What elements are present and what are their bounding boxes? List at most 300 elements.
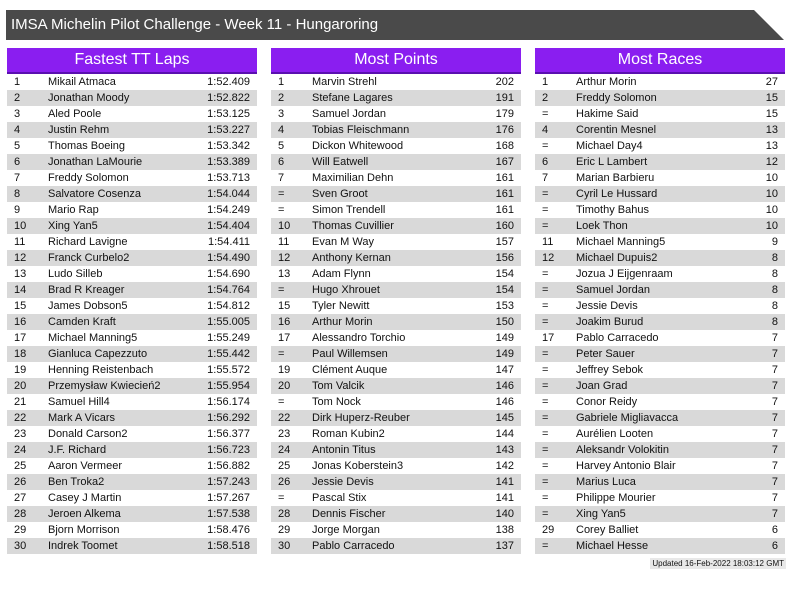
rank-cell: 1 — [14, 76, 21, 88]
table-row — [271, 506, 521, 522]
value-cell: 160 — [495, 220, 514, 232]
rank-cell: 9 — [14, 204, 21, 216]
table-row — [7, 362, 257, 378]
table-row — [535, 234, 785, 250]
value-cell: 7 — [771, 476, 778, 488]
rank-cell: = — [542, 396, 549, 408]
name-cell: Arthur Morin — [576, 76, 637, 88]
rank-cell: 16 — [14, 316, 27, 328]
value-cell: 7 — [771, 348, 778, 360]
value-cell: 146 — [495, 396, 514, 408]
table-row — [535, 394, 785, 410]
table-row — [7, 250, 257, 266]
value-cell: 27 — [765, 76, 778, 88]
rank-cell: = — [278, 284, 285, 296]
value-cell: 1:54.764 — [207, 284, 250, 296]
rank-cell: 11 — [14, 236, 26, 248]
value-cell: 168 — [495, 140, 514, 152]
rank-cell: 2 — [542, 92, 549, 104]
value-cell: 1:54.404 — [207, 220, 250, 232]
rank-cell: = — [542, 444, 549, 456]
rank-cell: = — [542, 284, 549, 296]
value-cell: 161 — [495, 204, 514, 216]
name-cell: Salvatore Cosenza — [48, 188, 141, 200]
name-cell: Casey J Martin — [48, 492, 122, 504]
table-row — [7, 378, 257, 394]
table-row — [535, 186, 785, 202]
rank-cell: 5 — [14, 140, 21, 152]
rank-cell: 15 — [14, 300, 27, 312]
value-cell: 12 — [765, 156, 778, 168]
table-row — [535, 490, 785, 506]
most-races-table — [535, 48, 785, 554]
value-cell: 1:52.409 — [207, 76, 250, 88]
table-row — [271, 522, 521, 538]
table-row — [535, 170, 785, 186]
name-cell: Pablo Carracedo — [312, 540, 395, 552]
value-cell: 1:53.713 — [207, 172, 250, 184]
name-cell: Hugo Xhrouet — [312, 284, 380, 296]
name-cell: Przemysław Kwiecień2 — [48, 380, 161, 392]
rank-cell: = — [542, 108, 549, 120]
table-row — [271, 410, 521, 426]
name-cell: Gianluca Capezzuto — [48, 348, 148, 360]
table-row — [7, 234, 257, 250]
value-cell: 202 — [495, 76, 514, 88]
name-cell: Arthur Morin — [312, 316, 373, 328]
table-row — [7, 442, 257, 458]
table-row — [7, 282, 257, 298]
rank-cell: 3 — [14, 108, 21, 120]
name-cell: Dennis Fischer — [312, 508, 386, 520]
rank-cell: 22 — [14, 412, 27, 424]
rank-cell: 29 — [14, 524, 27, 536]
table-row — [7, 458, 257, 474]
rank-cell: = — [542, 140, 549, 152]
rank-cell: 14 — [14, 284, 27, 296]
value-cell: 154 — [495, 268, 514, 280]
rank-cell: 28 — [278, 508, 291, 520]
name-cell: Will Eatwell — [312, 156, 369, 168]
rank-cell: = — [542, 508, 549, 520]
rank-cell: 8 — [14, 188, 21, 200]
name-cell: Gabriele Migliavacca — [576, 412, 679, 424]
table-row — [535, 298, 785, 314]
name-cell: Conor Reidy — [576, 396, 638, 408]
name-cell: Joan Grad — [576, 380, 628, 392]
name-cell: Michael Dupuis2 — [576, 252, 658, 264]
name-cell: Jonathan LaMourie — [48, 156, 143, 168]
value-cell: 1:54.812 — [207, 300, 250, 312]
rank-cell: = — [542, 428, 549, 440]
table-row — [7, 186, 257, 202]
rank-cell: 19 — [14, 364, 27, 376]
table-row — [7, 170, 257, 186]
name-cell: Sven Groot — [312, 188, 368, 200]
name-cell: Pascal Stix — [312, 492, 367, 504]
rank-cell: = — [542, 204, 549, 216]
rank-cell: 30 — [14, 540, 27, 552]
value-cell: 13 — [765, 140, 778, 152]
rank-cell: 20 — [14, 380, 27, 392]
table-row — [7, 490, 257, 506]
table-row — [535, 362, 785, 378]
name-cell: Henning Reistenbach — [48, 364, 154, 376]
name-cell: Harvey Antonio Blair — [576, 460, 676, 472]
value-cell: 1:53.125 — [207, 108, 250, 120]
name-cell: Thomas Boeing — [48, 140, 126, 152]
rank-cell: 1 — [542, 76, 549, 88]
name-cell: Xing Yan5 — [576, 508, 626, 520]
rank-cell: 30 — [278, 540, 291, 552]
table-row — [7, 346, 257, 362]
table-row — [7, 266, 257, 282]
rank-cell: = — [542, 492, 549, 504]
rank-cell: 11 — [542, 236, 554, 248]
name-cell: Ben Troka2 — [48, 476, 105, 488]
table-row — [535, 378, 785, 394]
table-row — [535, 90, 785, 106]
value-cell: 10 — [765, 220, 778, 232]
table-row — [271, 346, 521, 362]
rank-cell: 17 — [14, 332, 27, 344]
value-cell: 137 — [495, 540, 514, 552]
rank-cell: 19 — [278, 364, 291, 376]
fastest-laps-header: Fastest TT Laps — [7, 48, 257, 74]
value-cell: 1:58.476 — [207, 524, 250, 536]
rank-cell: 22 — [278, 412, 291, 424]
table-row — [535, 154, 785, 170]
most-races-header: Most Races — [535, 48, 785, 74]
name-cell: Samuel Jordan — [312, 108, 386, 120]
rank-cell: 16 — [278, 316, 291, 328]
rank-cell: 1 — [278, 76, 285, 88]
value-cell: 8 — [771, 316, 778, 328]
table-row — [271, 394, 521, 410]
name-cell: Aaron Vermeer — [48, 460, 122, 472]
name-cell: Hakime Said — [576, 108, 639, 120]
name-cell: Alessandro Torchio — [312, 332, 406, 344]
table-row — [271, 474, 521, 490]
value-cell: 8 — [771, 252, 778, 264]
value-cell: 161 — [495, 188, 514, 200]
value-cell: 157 — [495, 236, 514, 248]
table-row — [535, 330, 785, 346]
value-cell: 7 — [771, 332, 778, 344]
name-cell: Stefane Lagares — [312, 92, 393, 104]
value-cell: 147 — [495, 364, 514, 376]
rank-cell: = — [542, 476, 549, 488]
rank-cell: = — [542, 300, 549, 312]
name-cell: Tom Nock — [312, 396, 361, 408]
table-row — [271, 202, 521, 218]
rank-cell: = — [278, 348, 285, 360]
rank-cell: 21 — [14, 396, 27, 408]
table-row — [271, 186, 521, 202]
name-cell: Aleksandr Volokitin — [576, 444, 669, 456]
table-row — [7, 298, 257, 314]
rank-cell: = — [542, 348, 549, 360]
table-row — [535, 346, 785, 362]
table-row — [271, 458, 521, 474]
name-cell: Mario Rap — [48, 204, 99, 216]
value-cell: 15 — [765, 108, 778, 120]
rank-cell: 23 — [14, 428, 27, 440]
name-cell: Timothy Bahus — [576, 204, 649, 216]
rank-cell: 10 — [278, 220, 291, 232]
table-row — [535, 426, 785, 442]
table-row — [535, 474, 785, 490]
table-row — [7, 74, 257, 90]
rank-cell: 17 — [278, 332, 291, 344]
name-cell: Jeroen Alkema — [48, 508, 121, 520]
table-row — [7, 106, 257, 122]
rank-cell: 25 — [278, 460, 291, 472]
name-cell: Jessie Devis — [576, 300, 638, 312]
table-row — [271, 330, 521, 346]
table-row — [535, 314, 785, 330]
name-cell: Freddy Solomon — [576, 92, 657, 104]
name-cell: J.F. Richard — [48, 444, 107, 456]
name-cell: Corentin Mesnel — [576, 124, 657, 136]
table-row — [271, 138, 521, 154]
name-cell: James Dobson5 — [48, 300, 128, 312]
value-cell: 176 — [495, 124, 514, 136]
value-cell: 1:56.292 — [207, 412, 250, 424]
value-cell: 1:57.243 — [207, 476, 250, 488]
name-cell: Clément Auque — [312, 364, 388, 376]
name-cell: Bjorn Morrison — [48, 524, 120, 536]
value-cell: 1:56.174 — [207, 396, 250, 408]
table-row — [535, 442, 785, 458]
name-cell: Loek Thon — [576, 220, 628, 232]
page-title: IMSA Michelin Pilot Challenge - Week 11 - Hungaroring — [11, 16, 379, 33]
rank-cell: 24 — [14, 444, 27, 456]
name-cell: Marian Barbieru — [576, 172, 655, 184]
rank-cell: 11 — [278, 236, 290, 248]
rank-cell: 6 — [14, 156, 21, 168]
name-cell: Aled Poole — [48, 108, 102, 120]
rank-cell: 15 — [278, 300, 291, 312]
table-row — [535, 218, 785, 234]
name-cell: Peter Sauer — [576, 348, 635, 360]
table-row — [7, 90, 257, 106]
table-row — [7, 410, 257, 426]
value-cell: 1:55.954 — [207, 380, 250, 392]
value-cell: 8 — [771, 268, 778, 280]
rank-cell: 7 — [278, 172, 285, 184]
rank-cell: = — [542, 380, 549, 392]
table-row — [271, 314, 521, 330]
value-cell: 1:57.267 — [207, 492, 250, 504]
value-cell: 1:56.723 — [207, 444, 250, 456]
rank-cell: = — [542, 220, 549, 232]
value-cell: 1:58.518 — [207, 540, 250, 552]
name-cell: Xing Yan5 — [48, 220, 98, 232]
rank-cell: 12 — [14, 252, 27, 264]
rank-cell: = — [278, 188, 285, 200]
rank-cell: 4 — [278, 124, 285, 136]
table-row — [535, 538, 785, 554]
name-cell: Adam Flynn — [312, 268, 371, 280]
table-row — [7, 474, 257, 490]
name-cell: Marvin Strehl — [312, 76, 377, 88]
value-cell: 1:54.249 — [207, 204, 250, 216]
value-cell: 8 — [771, 300, 778, 312]
rank-cell: 2 — [278, 92, 285, 104]
value-cell: 7 — [771, 492, 778, 504]
table-row — [271, 90, 521, 106]
name-cell: Indrek Toomet — [48, 540, 118, 552]
name-cell: Michael Manning5 — [576, 236, 666, 248]
value-cell: 10 — [765, 172, 778, 184]
value-cell: 1:53.389 — [207, 156, 250, 168]
title-banner — [6, 10, 784, 40]
table-row — [535, 522, 785, 538]
value-cell: 161 — [495, 172, 514, 184]
table-row — [271, 538, 521, 554]
value-cell: 7 — [771, 364, 778, 376]
table-row — [271, 442, 521, 458]
value-cell: 8 — [771, 284, 778, 296]
rank-cell: 7 — [542, 172, 549, 184]
name-cell: Antonin Titus — [312, 444, 376, 456]
name-cell: Anthony Kernan — [312, 252, 391, 264]
table-row — [271, 106, 521, 122]
table-row — [535, 458, 785, 474]
table-row — [535, 250, 785, 266]
most-points-table — [271, 48, 521, 554]
name-cell: Corey Balliet — [576, 524, 639, 536]
rank-cell: 5 — [278, 140, 285, 152]
rank-cell: 13 — [14, 268, 27, 280]
value-cell: 149 — [495, 332, 514, 344]
value-cell: 141 — [495, 492, 514, 504]
value-cell: 1:54.690 — [207, 268, 250, 280]
rank-cell: 29 — [278, 524, 291, 536]
rank-cell: = — [278, 492, 285, 504]
value-cell: 10 — [765, 204, 778, 216]
value-cell: 140 — [495, 508, 514, 520]
fastest-laps-table — [7, 48, 257, 554]
value-cell: 1:55.442 — [207, 348, 250, 360]
table-row — [7, 202, 257, 218]
table-row — [271, 266, 521, 282]
value-cell: 1:55.005 — [207, 316, 250, 328]
rank-cell: 23 — [278, 428, 291, 440]
table-row — [271, 74, 521, 90]
name-cell: Samuel Hill4 — [48, 396, 110, 408]
rank-cell: = — [542, 316, 549, 328]
value-cell: 143 — [495, 444, 514, 456]
table-row — [7, 394, 257, 410]
value-cell: 1:55.572 — [207, 364, 250, 376]
name-cell: Simon Trendell — [312, 204, 386, 216]
name-cell: Jonathan Moody — [48, 92, 130, 104]
value-cell: 154 — [495, 284, 514, 296]
value-cell: 153 — [495, 300, 514, 312]
value-cell: 1:54.490 — [207, 252, 250, 264]
name-cell: Michael Day4 — [576, 140, 643, 152]
table-row — [7, 154, 257, 170]
value-cell: 7 — [771, 412, 778, 424]
value-cell: 6 — [771, 540, 778, 552]
name-cell: Dickon Whitewood — [312, 140, 404, 152]
name-cell: Mikail Atmaca — [48, 76, 116, 88]
rank-cell: 29 — [542, 524, 555, 536]
rank-cell: 6 — [542, 156, 549, 168]
name-cell: Cyril Le Hussard — [576, 188, 658, 200]
name-cell: Michael Hesse — [576, 540, 649, 552]
name-cell: Franck Curbelo2 — [48, 252, 130, 264]
table-row — [535, 138, 785, 154]
value-cell: 156 — [495, 252, 514, 264]
name-cell: Evan M Way — [312, 236, 374, 248]
name-cell: Paul Willemsen — [312, 348, 388, 360]
value-cell: 179 — [495, 108, 514, 120]
rank-cell: 26 — [278, 476, 291, 488]
name-cell: Michael Manning5 — [48, 332, 138, 344]
name-cell: Justin Rehm — [48, 124, 110, 136]
name-cell: Donald Carson2 — [48, 428, 128, 440]
name-cell: Tom Valcik — [312, 380, 365, 392]
rank-cell: 3 — [278, 108, 285, 120]
value-cell: 7 — [771, 460, 778, 472]
name-cell: Thomas Cuvillier — [312, 220, 394, 232]
rank-cell: = — [542, 412, 549, 424]
value-cell: 7 — [771, 508, 778, 520]
name-cell: Maximilian Dehn — [312, 172, 394, 184]
value-cell: 9 — [771, 236, 778, 248]
name-cell: Brad R Kreager — [48, 284, 125, 296]
value-cell: 15 — [765, 92, 778, 104]
rank-cell: 4 — [542, 124, 549, 136]
table-row — [271, 282, 521, 298]
value-cell: 1:56.882 — [207, 460, 250, 472]
table-row — [271, 170, 521, 186]
table-row — [7, 122, 257, 138]
most-points-header: Most Points — [271, 48, 521, 74]
table-row — [7, 426, 257, 442]
table-row — [271, 426, 521, 442]
rank-cell: 26 — [14, 476, 27, 488]
rank-cell: = — [278, 204, 285, 216]
value-cell: 1:54.044 — [207, 188, 250, 200]
name-cell: Jessie Devis — [312, 476, 374, 488]
rank-cell: 17 — [542, 332, 555, 344]
value-cell: 1:53.342 — [207, 140, 250, 152]
name-cell: Philippe Mourier — [576, 492, 656, 504]
name-cell: Tyler Newitt — [312, 300, 370, 312]
value-cell: 149 — [495, 348, 514, 360]
table-row — [271, 298, 521, 314]
rank-cell: 18 — [14, 348, 27, 360]
rank-cell: 28 — [14, 508, 27, 520]
value-cell: 167 — [495, 156, 514, 168]
rank-cell: 12 — [542, 252, 555, 264]
table-row — [7, 330, 257, 346]
updated-timestamp: Updated 16-Feb-2022 18:03:12 GMT — [652, 559, 784, 568]
table-row — [7, 538, 257, 554]
rank-cell: = — [542, 268, 549, 280]
rank-cell: 6 — [278, 156, 285, 168]
table-row — [535, 506, 785, 522]
table-row — [271, 122, 521, 138]
rank-cell: = — [542, 540, 549, 552]
table-row — [7, 218, 257, 234]
value-cell: 1:54.411 — [207, 236, 250, 248]
name-cell: Freddy Solomon — [48, 172, 129, 184]
